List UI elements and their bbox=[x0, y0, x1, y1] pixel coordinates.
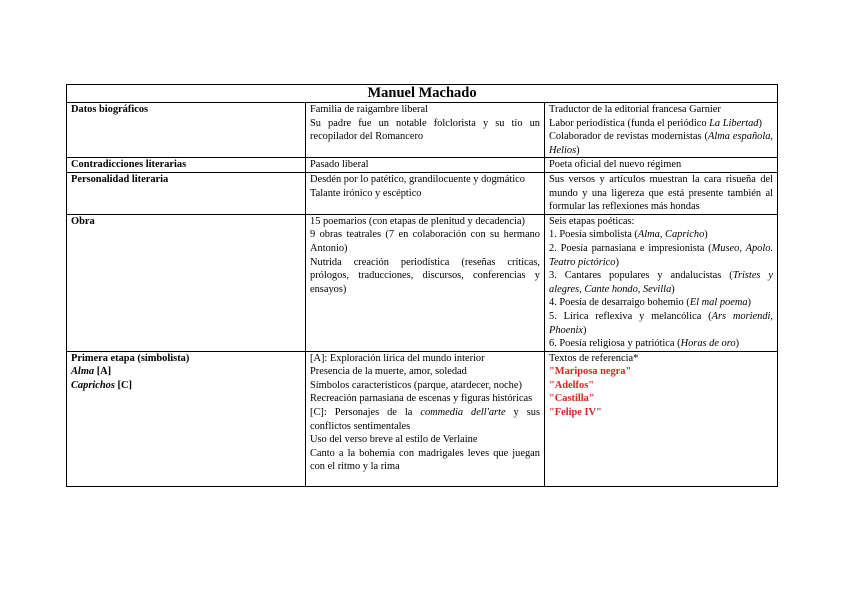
text: 3. Cantares populares y andalucistas ( bbox=[549, 270, 733, 282]
etapa-item bbox=[549, 269, 773, 296]
text: 1. Poesía simbolista ( bbox=[549, 229, 638, 241]
text: ) bbox=[576, 144, 580, 156]
label-contradicciones: Contradicciones literarias bbox=[67, 158, 306, 173]
reference-text: "Adelfos" bbox=[549, 379, 595, 391]
etapa-col2-line: Recreación parnasiana de escenas y figuras históricas bbox=[310, 393, 533, 405]
label-primera-etapa: Primera etapa (simbolista) bbox=[71, 352, 190, 364]
spacer bbox=[310, 474, 540, 486]
text: Colaborador de revistas modernistas ( bbox=[549, 131, 708, 143]
table-title: Manuel Machado bbox=[67, 85, 778, 103]
text: Labor periodística (funda el periódico bbox=[549, 117, 710, 129]
italic-title: Tristes y alegres, Cante hondo, Sevilla bbox=[549, 270, 774, 295]
text: ) bbox=[704, 229, 708, 241]
bio-col3-line bbox=[549, 130, 773, 157]
italic-title: Alma bbox=[71, 366, 95, 378]
reference-text: "Castilla" bbox=[549, 393, 595, 405]
text: [A] bbox=[94, 366, 112, 378]
etapa-col2-line: [A]: Exploración lírica del mundo interior bbox=[310, 352, 485, 364]
etapa-col2-line: Canto a la bohemia con madrigales leves que juegan con el ritmo y la rima bbox=[310, 447, 540, 473]
obra-col2-line: Nutrida creación periodística (reseñas críticas, prólogos, traducciones, discursos, conferencias y ensayos) bbox=[310, 256, 540, 295]
italic-title: Museo, Apolo. Teatro pictórico bbox=[549, 242, 774, 268]
book-caprichos bbox=[71, 379, 301, 393]
person-col2-line: Desdén por lo patético, grandilocuente y dogmático bbox=[310, 173, 525, 185]
etapa-col2-line: Uso del verso breve al estilo de Verlaine bbox=[310, 434, 478, 446]
etapa-item bbox=[549, 310, 773, 337]
reference-text: "Mariposa negra" bbox=[549, 366, 632, 378]
italic-title: Caprichos bbox=[71, 379, 115, 391]
italic-title: Alma, Capricho bbox=[637, 229, 705, 241]
bio-col3-line bbox=[549, 117, 773, 131]
textos-heading: Textos de referencia* bbox=[549, 352, 639, 364]
bio-col3-line: Traductor de la editorial francesa Garnier bbox=[549, 104, 721, 115]
etapa-col2-line: Símbolos característicos (parque, atardecer, noche) bbox=[310, 379, 522, 391]
text: 6. Poesía religiosa y patriótica ( bbox=[549, 338, 681, 350]
text: y sus conflictos sentimentales bbox=[310, 407, 540, 432]
obra-col3-intro: Seis etapas poéticas: bbox=[549, 215, 635, 227]
obra-col2-line: 9 obras teatrales (7 en colaboración con su hermano Antonio) bbox=[310, 229, 540, 254]
text: ) bbox=[671, 283, 675, 295]
obra-col2-line: 15 poemarios (con etapas de plenitud y decadencia) bbox=[310, 215, 525, 227]
cell-person-col2 bbox=[306, 172, 545, 214]
cell-obra-col2 bbox=[306, 214, 545, 351]
etapa-col2-line: Presencia de la muerte, amor, soledad bbox=[310, 366, 467, 378]
row-datos-biograficos bbox=[67, 103, 778, 158]
cell-etapa-label bbox=[67, 351, 306, 486]
italic-title: Alma española, Helios bbox=[549, 131, 774, 156]
text: ) bbox=[583, 324, 587, 336]
reference-text: "Felipe IV" bbox=[549, 407, 602, 419]
manuel-machado-table bbox=[66, 84, 778, 487]
bio-col2-line: Familia de raigambre liberal bbox=[310, 104, 429, 115]
bio-col2-line: Su padre fue un notable folclorista y su tío un recopilador del Romancero bbox=[310, 117, 540, 143]
cell-obra-col3 bbox=[545, 214, 778, 351]
cell-bio-col3 bbox=[545, 103, 778, 158]
label-obra: Obra bbox=[67, 214, 306, 351]
person-col2-line: Talante irónico y escéptico bbox=[310, 187, 422, 199]
italic-title: Ars moriendi, Phoenix bbox=[549, 310, 774, 336]
italic-title: Horas de oro bbox=[680, 338, 736, 350]
etapa-item bbox=[549, 242, 773, 269]
text: [C] bbox=[114, 379, 132, 391]
row-personalidad bbox=[67, 172, 778, 214]
text: ) bbox=[735, 338, 740, 350]
text: 2. Poesía parnasiana e impresionista ( bbox=[549, 242, 712, 254]
text: ) bbox=[758, 117, 762, 129]
text: 4. Poesía de desarraigo bohemio ( bbox=[549, 297, 690, 309]
cell-etapa-col2 bbox=[306, 351, 545, 486]
cell-etapa-col3 bbox=[545, 351, 778, 486]
text: [C]: Personajes de la bbox=[310, 407, 421, 419]
book-alma bbox=[71, 365, 301, 379]
text: 5. Lírica reflexiva y melancólica ( bbox=[549, 310, 712, 322]
italic-title: La Libertad bbox=[709, 117, 759, 129]
row-obra bbox=[67, 214, 778, 351]
cell-contra-col2: Pasado liberal bbox=[306, 158, 545, 173]
title-row bbox=[67, 85, 778, 103]
cell-bio-col2 bbox=[306, 103, 545, 158]
etapa-item bbox=[549, 337, 773, 351]
italic-title: El mal poema bbox=[689, 297, 748, 309]
text: ) bbox=[747, 297, 751, 309]
row-primera-etapa bbox=[67, 351, 778, 486]
italic-title: commedia dell'arte bbox=[420, 407, 506, 419]
cell-person-col3: Sus versos y artículos muestran la cara risueña del mundo y una ligereza que está presente también al formular las reflexiones más hondas bbox=[545, 172, 778, 214]
cell-contra-col3: Poeta oficial del nuevo régimen bbox=[545, 158, 778, 173]
row-contradicciones bbox=[67, 158, 778, 173]
label-personalidad: Personalidad literaria bbox=[67, 172, 306, 214]
etapa-item bbox=[549, 296, 773, 310]
etapa-item bbox=[549, 228, 773, 242]
label-datos-biograficos: Datos biográficos bbox=[67, 103, 306, 158]
text: ) bbox=[615, 256, 619, 268]
etapa-col2-line bbox=[310, 406, 540, 433]
